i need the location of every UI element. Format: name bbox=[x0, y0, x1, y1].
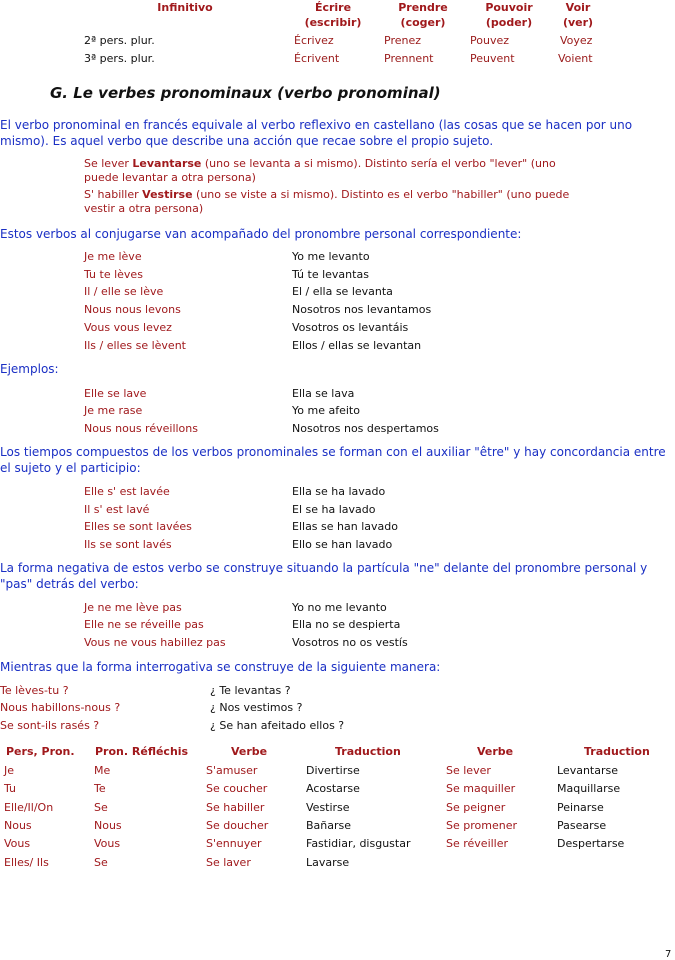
conj-pair-fr: Tu te lèves bbox=[84, 268, 143, 281]
conj-pair-es: Tú te levantas bbox=[292, 268, 369, 281]
conj-intro: Estos verbos al conjugarse van acompañado del pronombre personal correspondiente: bbox=[0, 227, 522, 241]
header-prendre bbox=[388, 0, 458, 30]
conj-pair-es: Nosotros nos levantamos bbox=[292, 303, 432, 316]
compound-es: Ella se ha lavado bbox=[292, 485, 386, 498]
verb-table-header: Verbe bbox=[477, 745, 514, 758]
compound-fr: Il s' est lavé bbox=[84, 503, 150, 516]
example-fr: Je me rase bbox=[84, 404, 143, 417]
conj-pair-fr: Il / elle se lève bbox=[84, 285, 164, 298]
cell-pron-reflechis: Nous bbox=[94, 819, 122, 832]
verb-table-header: Pers, Pron. bbox=[6, 745, 75, 758]
conj-row-ecrire: Écrivez bbox=[294, 34, 334, 47]
negative-fr: Vous ne vous habillez pas bbox=[84, 636, 226, 649]
interrog-fr: Se sont-ils rasés ? bbox=[0, 719, 100, 732]
conj-row-pouvoir: Pouvez bbox=[470, 34, 509, 47]
example-fr: Nous nous réveillons bbox=[84, 422, 198, 435]
cell-traduction: Fastidiar, disgustar bbox=[306, 837, 411, 850]
cell-traduction: Levantarse bbox=[557, 764, 618, 777]
header-voir-es: (ver) bbox=[562, 16, 594, 29]
note-es: Levantarse bbox=[132, 157, 202, 170]
cell-traduction: Despertarse bbox=[557, 837, 625, 850]
example-es: Yo me afeito bbox=[292, 404, 360, 417]
cell-pers-pron: Nous bbox=[4, 819, 32, 832]
conj-pair-es: Ellos / ellas se levantan bbox=[292, 339, 422, 352]
conj-row-ecrire: Écrivent bbox=[294, 52, 340, 65]
cell-pers-pron: Vous bbox=[4, 837, 31, 850]
conj-row-pouvoir: Peuvent bbox=[470, 52, 515, 65]
cell-verbe: Se réveiller bbox=[446, 837, 509, 850]
example-es: Ella se lava bbox=[292, 387, 355, 400]
cell-verbe: Se habiller bbox=[206, 801, 265, 814]
conj-pair-es: Yo me levanto bbox=[292, 250, 370, 263]
cell-verbe: Se lever bbox=[446, 764, 491, 777]
interrog-intro: Mientras que la forma interrogativa se construye de la siguiente manera: bbox=[0, 660, 441, 674]
cell-pron-reflechis: Vous bbox=[94, 837, 121, 850]
negative-fr: Elle ne se réveille pas bbox=[84, 618, 204, 631]
verb-table-header: Traduction bbox=[335, 745, 401, 758]
cell-traduction: Maquillarse bbox=[557, 782, 621, 795]
compound-intro: Los tiempos compuestos de los verbos pronominales se forman con el auxiliar "être" y hay concordancia entre el sujeto y el participio: bbox=[0, 445, 666, 475]
interrog-es: ¿ Se han afeitado ellos ? bbox=[210, 719, 345, 732]
conj-row-voir: Voient bbox=[558, 52, 593, 65]
cell-traduction: Pasearse bbox=[557, 819, 607, 832]
cell-traduction: Vestirse bbox=[306, 801, 350, 814]
compound-fr: Elles se sont lavées bbox=[84, 520, 192, 533]
compound-es: Ello se han lavado bbox=[292, 538, 393, 551]
header-voir bbox=[548, 0, 608, 30]
negative-es: Yo no me levanto bbox=[292, 601, 387, 614]
header-infinitivo: Infinitivo bbox=[157, 1, 213, 14]
note-fr: S' habiller bbox=[84, 188, 139, 201]
cell-verbe: Se coucher bbox=[206, 782, 268, 795]
cell-traduction: Peinarse bbox=[557, 801, 604, 814]
cell-pron-reflechis: Se bbox=[94, 801, 108, 814]
negative-es: Vosotros no os vestís bbox=[292, 636, 408, 649]
cell-pron-reflechis: Se bbox=[94, 856, 108, 869]
cell-pers-pron: Elle/Il/On bbox=[4, 801, 54, 814]
conj-row-prendre: Prennent bbox=[384, 52, 434, 65]
compound-fr: Ils se sont lavés bbox=[84, 538, 172, 551]
conj-row-person: 3ª pers. plur. bbox=[84, 52, 155, 65]
verb-table-header: Verbe bbox=[231, 745, 268, 758]
intro-paragraph: El verbo pronominal en francés equivale al verbo reflexivo en castellano (las cosas que se hacen por uno mismo). Es aquel verbo que describe una acción que recae sobre el propio sujeto. bbox=[0, 118, 633, 148]
header-prendre-es: (coger) bbox=[400, 16, 446, 29]
cell-pers-pron: Elles/ Ils bbox=[4, 856, 49, 869]
interrog-fr: Te lèves-tu ? bbox=[0, 684, 69, 697]
cell-pers-pron: Tu bbox=[4, 782, 17, 795]
cell-traduction: Bañarse bbox=[306, 819, 352, 832]
conj-row-person: 2ª pers. plur. bbox=[84, 34, 155, 47]
conj-pair-fr: Vous vous levez bbox=[84, 321, 172, 334]
note-se-lever bbox=[84, 157, 584, 185]
conj-row-prendre: Prenez bbox=[384, 34, 422, 47]
cell-verbe: Se laver bbox=[206, 856, 251, 869]
note-s-habiller bbox=[84, 188, 584, 216]
interrog-es: ¿ Te levantas ? bbox=[210, 684, 291, 697]
interrog-fr: Nous habillons-nous ? bbox=[0, 701, 121, 714]
header-ecrire-es: (escribir) bbox=[304, 16, 362, 29]
note-es: Vestirse bbox=[142, 188, 193, 201]
header-voir-fr: Voir bbox=[565, 1, 591, 14]
cell-verbe: Se peigner bbox=[446, 801, 506, 814]
header-ecrire bbox=[298, 0, 368, 30]
header-pouvoir bbox=[474, 0, 544, 30]
verb-table-header: Pron. Réfléchis bbox=[95, 745, 189, 758]
cell-pron-reflechis: Te bbox=[94, 782, 106, 795]
interrog-es: ¿ Nos vestimos ? bbox=[210, 701, 303, 714]
header-pouvoir-fr: Pouvoir bbox=[485, 1, 533, 14]
cell-pron-reflechis: Me bbox=[94, 764, 111, 777]
cell-traduction: Divertirse bbox=[306, 764, 360, 777]
header-ecrire-fr: Écrire bbox=[314, 1, 352, 14]
cell-verbe: Se doucher bbox=[206, 819, 269, 832]
cell-verbe: S'amuser bbox=[206, 764, 258, 777]
conj-pair-es: Vosotros os levantáis bbox=[292, 321, 409, 334]
compound-es: El se ha lavado bbox=[292, 503, 376, 516]
examples-label: Ejemplos: bbox=[0, 362, 59, 376]
negative-es: Ella no se despierta bbox=[292, 618, 401, 631]
section-title: G. Le verbes pronominaux (verbo pronominal) bbox=[50, 84, 441, 102]
conj-row-voir: Voyez bbox=[560, 34, 593, 47]
cell-verbe: S'ennuyer bbox=[206, 837, 262, 850]
conj-pair-fr: Je me lève bbox=[84, 250, 142, 263]
cell-traduction: Acostarse bbox=[306, 782, 360, 795]
note-rest: (uno se levanta a si mismo). Distinto sería el verbo "lever" (uno puede levantar a otra persona) bbox=[84, 157, 556, 184]
negative-intro: La forma negativa de estos verbo se construye situando la partícula "ne" delante del pronombre personal y "pas" detrás del verbo: bbox=[0, 561, 648, 591]
example-es: Nosotros nos despertamos bbox=[292, 422, 439, 435]
conj-pair-es: El / ella se levanta bbox=[292, 285, 393, 298]
cell-pers-pron: Je bbox=[4, 764, 15, 777]
page-number: 7 bbox=[665, 949, 672, 960]
negative-fr: Je ne me lève pas bbox=[84, 601, 182, 614]
example-fr: Elle se lave bbox=[84, 387, 147, 400]
conj-pair-fr: Nous nous levons bbox=[84, 303, 181, 316]
compound-fr: Elle s' est lavée bbox=[84, 485, 170, 498]
conj-pair-fr: Ils / elles se lèvent bbox=[84, 339, 186, 352]
compound-es: Ellas se han lavado bbox=[292, 520, 398, 533]
header-pouvoir-es: (poder) bbox=[485, 16, 533, 29]
cell-verbe: Se promener bbox=[446, 819, 517, 832]
note-fr: Se lever bbox=[84, 157, 129, 170]
verb-table-header: Traduction bbox=[584, 745, 650, 758]
note-rest: (uno se viste a si mismo). Distinto es el verbo "habiller" (uno puede vestir a otra persona) bbox=[84, 188, 570, 215]
cell-verbe: Se maquiller bbox=[446, 782, 516, 795]
header-prendre-fr: Prendre bbox=[398, 1, 448, 14]
cell-traduction: Lavarse bbox=[306, 856, 350, 869]
